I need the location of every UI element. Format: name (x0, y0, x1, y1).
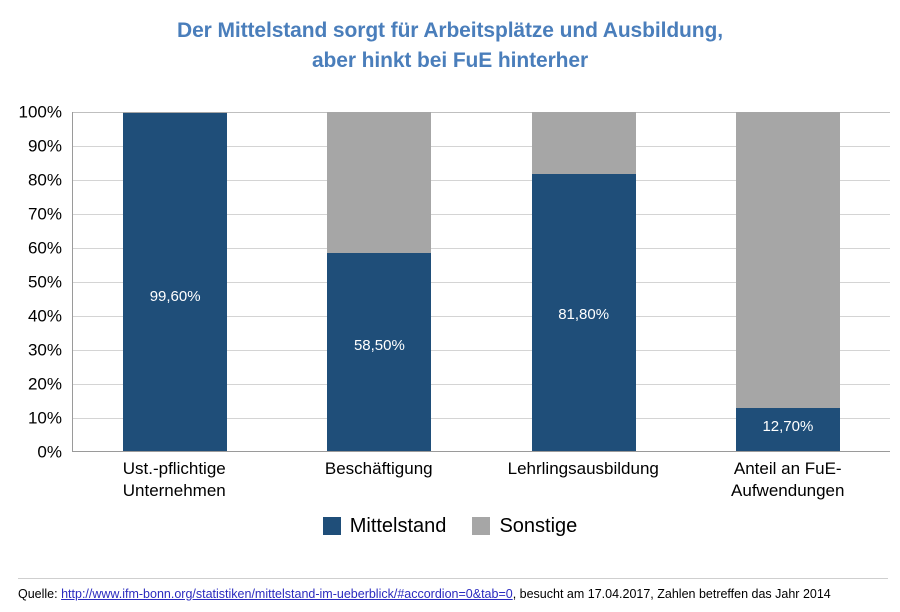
x-axis-category (481, 458, 686, 502)
source-note (18, 578, 888, 602)
bar-segment-mittelstand[interactable] (327, 253, 431, 451)
bar-stack (736, 112, 840, 451)
x-axis-category-line-1: Beschäftigung (324, 459, 433, 478)
bar-value-label: 58,50% (353, 336, 405, 354)
legend-label: Sonstige (499, 515, 578, 537)
bar-value-label: 81,80% (558, 305, 610, 323)
bar-group (73, 112, 890, 451)
chart-plot-wrapper (0, 102, 900, 500)
x-axis-category (72, 458, 277, 502)
x-axis-category-line-1: Anteil an FuE- (733, 459, 842, 478)
y-tick-label: 20% (27, 374, 62, 394)
legend-item-mittelstand[interactable] (323, 516, 447, 536)
legend-item-sonstige[interactable] (472, 516, 577, 536)
bar-segment-sonstige[interactable] (327, 112, 431, 253)
bar-segment-sonstige[interactable] (532, 112, 636, 174)
x-axis-category-line-1: Lehrlingsausbildung (507, 459, 659, 478)
source-prefix: Quelle: (18, 587, 62, 601)
legend-swatch-icon (472, 517, 490, 535)
source-url-link[interactable]: http://www.ifm-bonn.org/statistiken/mittelstand-im-ueberblick/#accordion=0&tab=0 (61, 587, 513, 601)
x-axis-category-line-1: Ust.-pflichtige (122, 459, 226, 478)
x-axis (72, 458, 890, 502)
plot-area (72, 112, 890, 452)
bar-stack (532, 112, 636, 451)
y-tick-label: 50% (27, 272, 62, 292)
chart-title-line-1: Der Mittelstand sorgt für Arbeitsplätze und Ausbildung, (177, 19, 723, 42)
legend-swatch-icon (323, 517, 341, 535)
bar-value-label: 12,70% (762, 418, 814, 436)
x-axis-category-line-2: Aufwendungen (731, 481, 845, 500)
bar-value-label: 99,60% (149, 287, 201, 305)
bar-segment-mittelstand[interactable] (123, 113, 227, 451)
bar-column (482, 112, 686, 451)
y-tick-label: 40% (27, 306, 62, 326)
x-axis-category (686, 458, 891, 502)
bar-segment-mittelstand[interactable] (532, 174, 636, 451)
y-tick-label: 80% (27, 170, 62, 190)
bar-stack (327, 112, 431, 451)
bar-stack (123, 112, 227, 451)
y-tick-label: 100% (18, 102, 62, 122)
chart-legend (0, 516, 900, 536)
y-axis (0, 102, 68, 462)
legend-label: Mittelstand (349, 515, 447, 537)
x-axis-category-line-2: Unternehmen (122, 481, 226, 500)
x-axis-category (277, 458, 482, 502)
bar-segment-sonstige[interactable] (736, 112, 840, 408)
y-tick-label: 30% (27, 340, 62, 360)
y-tick-label: 60% (27, 238, 62, 258)
chart-title-line-2: aber hinkt bei FuE hinterher (311, 49, 589, 72)
y-tick-label: 0% (37, 442, 62, 462)
bar-column (277, 112, 481, 451)
y-tick-label: 90% (27, 136, 62, 156)
bar-segment-mittelstand[interactable] (736, 408, 840, 451)
y-tick-label: 10% (27, 408, 62, 428)
chart-title (0, 0, 900, 76)
bar-column (686, 112, 890, 451)
bar-column (73, 112, 277, 451)
y-tick-label: 70% (27, 204, 62, 224)
source-suffix: , besucht am 17.04.2017, Zahlen betreffen das Jahr 2014 (512, 587, 831, 601)
